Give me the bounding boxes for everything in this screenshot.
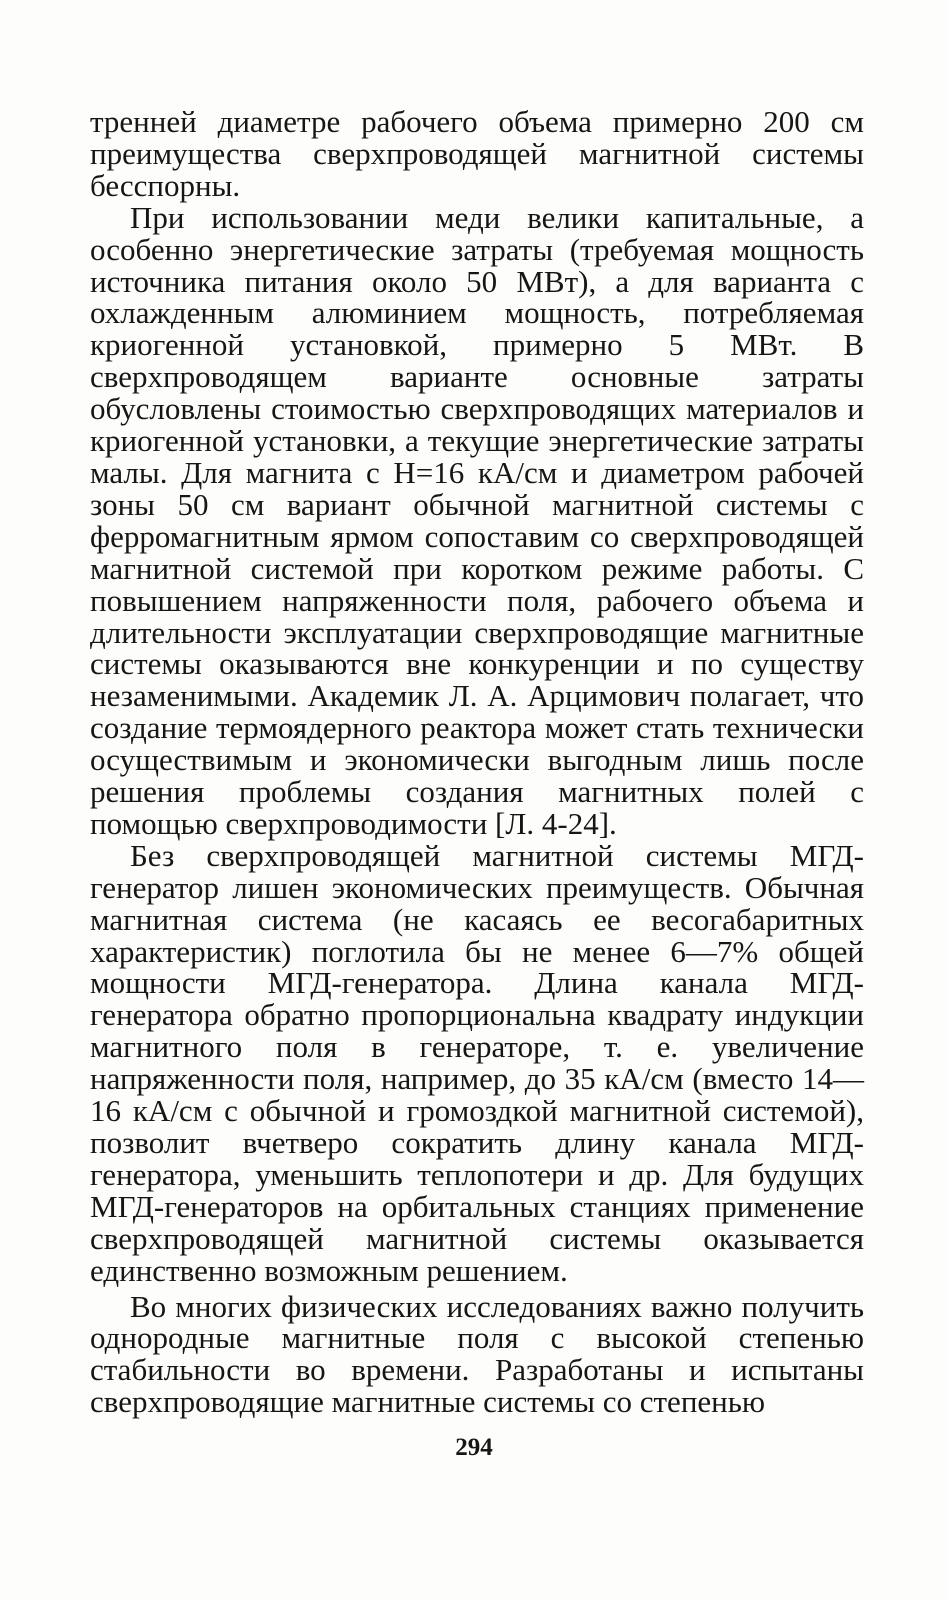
paragraph-4: Во многих физических исследованиях важно получить однородные магнитные поля с высокой степенью стабильности во времени. Разработаны и испытаны сверхпроводящие магнитные системы со степенью	[90, 1288, 864, 1420]
paragraph-3: Без сверхпроводящей магнитной системы МГД-генератор лишен экономических преимуществ. Обычная магнитная система (не касаясь ее весогабаритных характеристик) поглотила бы не менее 6—7% общей мощности МГД-генератора. Длина канала МГД-генератора обратно пропорциональна квадрату индукции магнитного поля в генераторе, т. е. увеличение напряженности поля, например, до 35 кА/см (вместо 14—16 кА/см с обычной и громоздкой магнитной системой), позволит вчетверо сократить длину канала МГД-генератора, уменьшить теплопотери и др. Для будущих МГД-генераторов на орбитальных станциях применение сверхпроводящей магнитной системы оказывается единственно возможным решением.	[90, 837, 864, 1288]
body-text	[90, 106, 864, 1418]
paragraph-2: При использовании меди велики капитальные, а особенно энергетические затраты (требуемая мощность источника питания около 50 МВт), а для варианта с охлажденным алюминием мощность, потребляемая криогенной установкой, примерно 5 МВт. В сверхпроводящем варианте основные затраты обусловлены стоимостью сверхпроводящих материалов и криогенной установки, а текущие энергетические затраты малы. Для магнита с H=16 кА/см и диаметром рабочей зоны 50 см вариант обычной магнитной системы с ферромагнитным ярмом сопоставим со сверхпроводящей магнитной системой при коротком режиме работы. С повышением напряженности поля, рабочего объема и длительности эксплуатации сверхпроводящие магнитные системы оказываются вне конкуренции и по существу незаменимыми. Академик Л. А. Арцимович полагает, что создание термоядерного реактора может стать технически осуществимым и экономически выгодным лишь после решения проблемы создания магнитных полей с помощью сверхпроводимости [Л. 4-24].	[90, 199, 864, 841]
page-number: 294	[455, 1434, 493, 1461]
paragraph-1: тренней диаметре рабочего объема примерно 200 см преимущества сверхпроводящей магнитной системы бесспорны.	[90, 104, 864, 203]
